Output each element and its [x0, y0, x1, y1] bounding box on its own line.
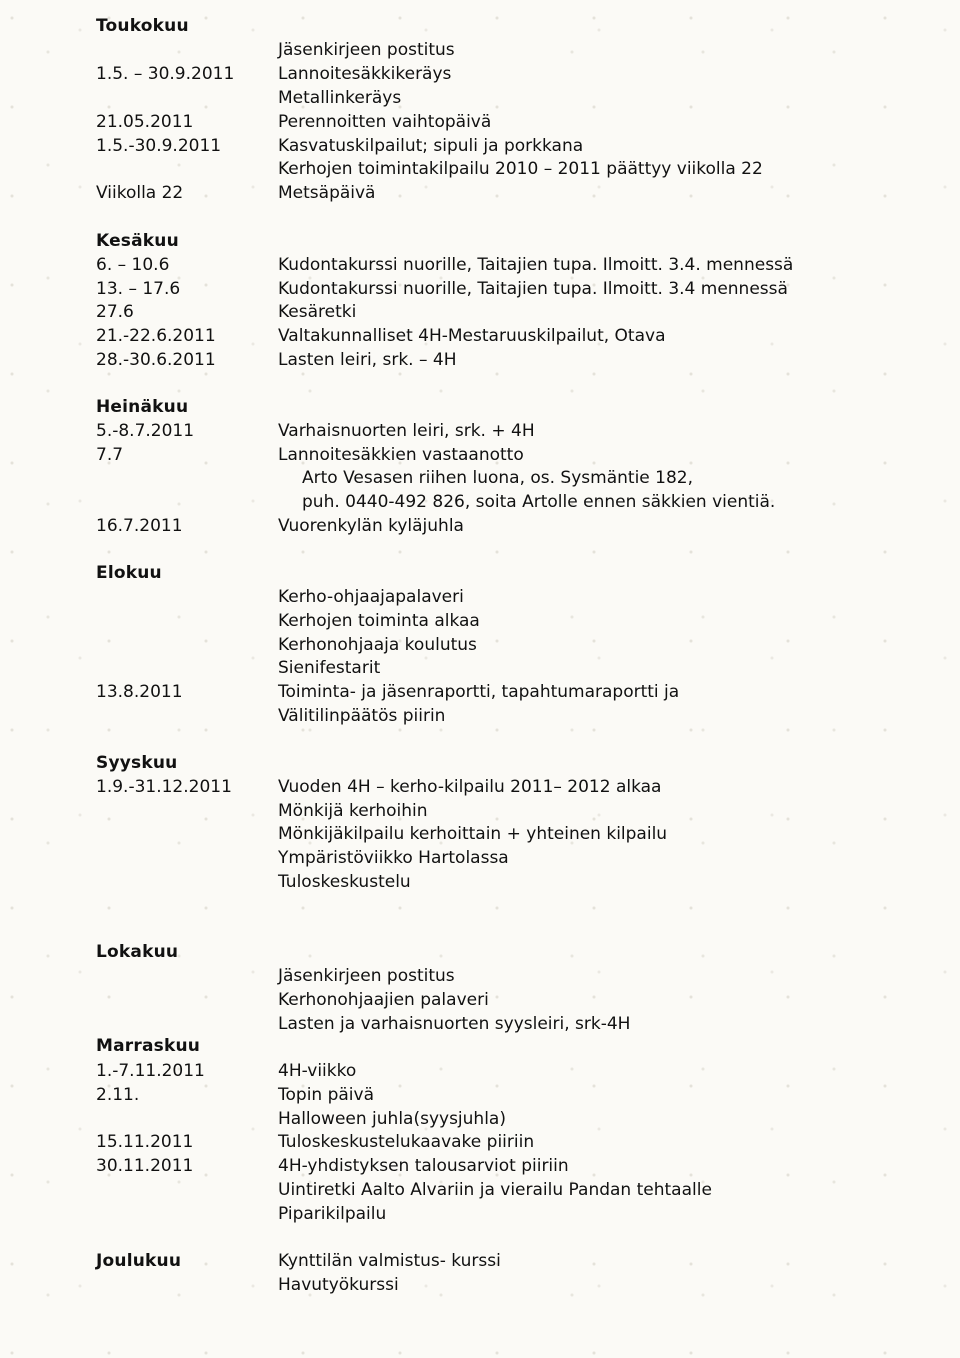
event-text: Metsäpäivä	[278, 183, 376, 203]
event-date: 1.5.-30.9.2011	[96, 136, 222, 156]
month-heading-row	[0, 14, 960, 38]
month-heading: Kesäkuu	[96, 231, 179, 251]
event-text: Toiminta- ja jäsenraportti, tapahtumaraportti ja	[278, 682, 680, 702]
event-text: Varhaisnuorten leiri, srk. + 4H	[278, 421, 535, 441]
event-row	[0, 680, 960, 704]
event-text: Lasten ja varhaisnuorten syysleiri, srk-4H	[278, 1014, 631, 1034]
month-heading-row	[0, 561, 960, 585]
month-heading-row	[0, 751, 960, 775]
event-date: Viikolla 22	[96, 183, 184, 203]
event-text: Kynttilän valmistus- kurssi	[278, 1251, 501, 1271]
month-heading: Elokuu	[96, 563, 162, 583]
event-row	[0, 775, 960, 799]
event-row	[0, 964, 960, 988]
event-date: 2.11.	[96, 1085, 140, 1105]
event-row	[0, 988, 960, 1012]
event-row	[0, 348, 960, 372]
month-heading: Lokakuu	[96, 942, 179, 962]
event-text: Lannoitesäkkikeräys	[278, 64, 452, 84]
event-text: Kerho-ohjaajapalaveri	[278, 587, 464, 607]
event-text: Kerhojen toimintakilpailu 2010 – 2011 päättyy viikolla 22	[278, 159, 763, 179]
event-date: 7.7	[96, 445, 124, 465]
event-date: 1.5. – 30.9.2011	[96, 64, 235, 84]
event-row	[0, 466, 960, 490]
event-row	[0, 443, 960, 467]
event-row	[0, 1154, 960, 1178]
month-heading: Joulukuu	[96, 1251, 182, 1271]
event-row	[0, 277, 960, 301]
event-row	[0, 514, 960, 538]
event-date: 5.-8.7.2011	[96, 421, 195, 441]
event-row	[0, 300, 960, 324]
event-row	[0, 822, 960, 846]
month-heading: Toukokuu	[96, 16, 189, 36]
event-text: Havutyökurssi	[278, 1275, 399, 1295]
event-row	[0, 86, 960, 110]
event-date: 13.8.2011	[96, 682, 183, 702]
event-row	[0, 799, 960, 823]
event-date: 30.11.2011	[96, 1156, 194, 1176]
event-row	[0, 1178, 960, 1202]
event-row	[0, 656, 960, 680]
event-text: Kerhonohjaaja koulutus	[278, 635, 477, 655]
event-row	[0, 253, 960, 277]
month-heading: Syyskuu	[96, 753, 178, 773]
event-row	[0, 62, 960, 86]
event-row	[0, 1012, 960, 1036]
event-text: Kudontakurssi nuorille, Taitajien tupa. Ilmoitt. 3.4. mennessä	[278, 255, 794, 275]
event-text: Kerhojen toiminta alkaa	[278, 611, 480, 631]
event-row	[0, 1059, 960, 1083]
event-text: Ympäristöviikko Hartolassa	[278, 848, 509, 868]
event-text: Lannoitesäkkien vastaanotto	[278, 445, 524, 465]
event-row	[0, 1083, 960, 1107]
event-text: Kesäretki	[278, 302, 357, 322]
event-text: Valtakunnalliset 4H-Mestaruuskilpailut, Otava	[278, 326, 666, 346]
event-row	[0, 1249, 960, 1273]
event-text: Halloween juhla(syysjuhla)	[278, 1109, 506, 1129]
event-date: 21.05.2011	[96, 112, 194, 132]
event-row	[0, 490, 960, 514]
month-heading-row	[0, 1034, 960, 1058]
event-date: 13. – 17.6	[96, 279, 181, 299]
event-text: Tuloskeskustelukaavake piiriin	[278, 1132, 535, 1152]
event-text: Välitilinpäätös piirin	[278, 706, 446, 726]
event-row	[0, 585, 960, 609]
month-heading: Heinäkuu	[96, 397, 189, 417]
event-row	[0, 324, 960, 348]
event-row	[0, 704, 960, 728]
event-row	[0, 38, 960, 62]
event-date: 1.9.-31.12.2011	[96, 777, 232, 797]
event-text: Tuloskeskustelu	[278, 872, 411, 892]
event-row	[0, 1130, 960, 1154]
event-text: Vuorenkylän kyläjuhla	[278, 516, 464, 536]
event-text: 4H-yhdistyksen talousarviot piiriin	[278, 1156, 569, 1176]
event-row	[0, 1202, 960, 1226]
event-text: Mönkijäkilpailu kerhoittain + yhteinen kilpailu	[278, 824, 668, 844]
month-heading-row	[0, 229, 960, 253]
event-text: Kasvatuskilpailut; sipuli ja porkkana	[278, 136, 584, 156]
event-row	[0, 134, 960, 158]
event-text: Metallinkeräys	[278, 88, 402, 108]
event-text: Topin päivä	[278, 1085, 374, 1105]
event-text: puh. 0440-492 826, soita Artolle ennen säkkien vientiä.	[302, 492, 776, 512]
event-date: 6. – 10.6	[96, 255, 170, 275]
event-text: Uintiretki Aalto Alvariin ja vierailu Pandan tehtaalle	[278, 1180, 712, 1200]
event-date: 27.6	[96, 302, 134, 322]
event-date: 1.-7.11.2011	[96, 1061, 205, 1081]
event-text: Arto Vesasen riihen luona, os. Sysmäntie 182,	[302, 468, 693, 488]
event-text: Mönkijä kerhoihin	[278, 801, 428, 821]
event-text: Vuoden 4H – kerho-kilpailu 2011– 2012 alkaa	[278, 777, 662, 797]
event-row	[0, 1273, 960, 1297]
event-text: Piparikilpailu	[278, 1204, 387, 1224]
event-text: Kerhonohjaajien palaveri	[278, 990, 489, 1010]
month-heading: Marraskuu	[96, 1036, 201, 1056]
event-row	[0, 633, 960, 657]
event-text: Jäsenkirjeen postitus	[278, 40, 455, 60]
event-date: 16.7.2011	[96, 516, 183, 536]
event-text: Kudontakurssi nuorille, Taitajien tupa. Ilmoitt. 3.4 mennessä	[278, 279, 788, 299]
event-row	[0, 846, 960, 870]
event-text: 4H-viikko	[278, 1061, 357, 1081]
event-text: Sienifestarit	[278, 658, 381, 678]
event-row	[0, 181, 960, 205]
event-date: 28.-30.6.2011	[96, 350, 216, 370]
event-text: Lasten leiri, srk. – 4H	[278, 350, 457, 370]
month-heading-row	[0, 395, 960, 419]
event-text: Jäsenkirjeen postitus	[278, 966, 455, 986]
event-row	[0, 419, 960, 443]
event-row	[0, 110, 960, 134]
event-text: Perennoitten vaihtopäivä	[278, 112, 492, 132]
event-date: 21.-22.6.2011	[96, 326, 216, 346]
event-row	[0, 609, 960, 633]
event-row	[0, 157, 960, 181]
month-heading-row	[0, 940, 960, 964]
event-date: 15.11.2011	[96, 1132, 194, 1152]
event-row	[0, 870, 960, 894]
event-row	[0, 1107, 960, 1131]
